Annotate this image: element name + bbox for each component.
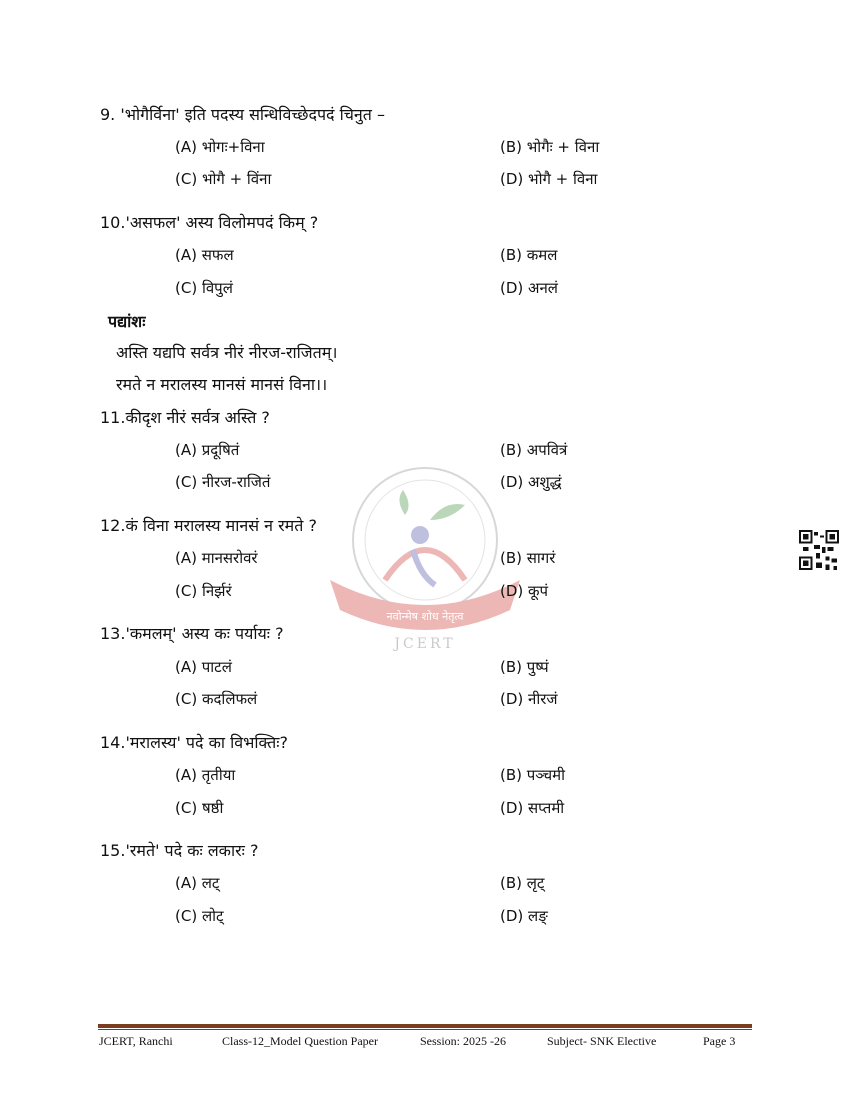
passage-verse-line-1: अस्ति यद्यपि सर्वत्र नीरं नीरज-राजितम्। [116, 343, 338, 362]
question-11-option-b: (B) अपवित्रं [500, 441, 568, 459]
question-9-option-a: (A) भोगः+विना [175, 138, 265, 156]
footer-session: Session: 2025 -26 [420, 1034, 507, 1048]
question-13-option-a: (A) पाटलं [175, 658, 232, 676]
footer-subject: Subject- SNK Elective [547, 1034, 657, 1048]
question-15-stem: 15.'रमते' पदे कः लकारः ? [100, 841, 259, 860]
question-14-stem: 14.'मरालस्य' पदे का विभक्तिः? [100, 733, 288, 752]
question-14-option-a: (A) तृतीया [175, 766, 236, 784]
question-10-option-c: (C) विपुलं [175, 279, 233, 297]
question-10-option-d: (D) अनलं [500, 279, 558, 297]
question-14-option-d: (D) सप्तमी [500, 799, 565, 817]
question-9-option-c: (C) भोगै + विंना [175, 170, 272, 188]
footer-divider [98, 1024, 752, 1028]
question-12-stem: 12.कं विना मरालस्य मानसं न रमते ? [100, 516, 317, 535]
jcert-watermark-logo [325, 460, 525, 655]
question-12-option-b: (B) सागरं [500, 549, 556, 567]
question-11-option-d: (D) अशुद्धं [500, 473, 562, 491]
question-11-stem: 11.कीदृश नीरं सर्वत्र अस्ति ? [100, 408, 270, 427]
question-15-option-b: (B) लृट् [500, 874, 545, 892]
question-13-option-d: (D) नीरजं [500, 690, 558, 708]
question-9-stem: 9. 'भोगैर्विना' इति पदस्य सन्धिविच्छेदपदं चिनुत – [100, 105, 386, 124]
footer-divider-thin [98, 1029, 752, 1030]
question-10-option-a: (A) सफल [175, 246, 234, 264]
question-11-option-c: (C) नीरज-राजितं [175, 473, 271, 491]
question-11-option-a: (A) प्रदूषितं [175, 441, 240, 459]
passage-heading: पद्यांशः [108, 312, 146, 331]
question-13-stem: 13.'कमलम्' अस्य कः पर्यायः ? [100, 624, 284, 643]
watermark-abbr: JCERT [394, 636, 456, 652]
passage-verse-line-2: रमते न मरालस्य मानसं मानसं विना।। [116, 375, 328, 394]
question-14-option-b: (B) पञ्चमी [500, 766, 565, 784]
question-10-option-b: (B) कमल [500, 246, 558, 264]
question-12-option-d: (D) कूपं [500, 582, 549, 600]
question-9-option-d: (D) भोगै + विना [500, 170, 598, 188]
watermark-motto: नवोन्मेष शोध नेतृत्व [386, 610, 464, 623]
qr-code-icon [799, 530, 839, 570]
footer-page-number: Page 3 [703, 1034, 736, 1048]
question-15-option-a: (A) लट् [175, 874, 220, 892]
question-13-option-b: (B) पुष्पं [500, 658, 549, 676]
question-15-option-c: (C) लोट् [175, 907, 224, 925]
question-12-option-a: (A) मानसरोवरं [175, 549, 258, 567]
question-14-option-c: (C) षष्ठी [175, 799, 224, 817]
footer-org: JCERT, Ranchi [99, 1034, 173, 1048]
footer-paper: Class-12_Model Question Paper [222, 1034, 378, 1048]
question-13-option-c: (C) कदलिफलं [175, 690, 258, 708]
question-10-stem: 10.'असफल' अस्य विलोमपदं किम् ? [100, 213, 319, 232]
question-9-option-b: (B) भोगैः + विना [500, 138, 600, 156]
question-15-option-d: (D) लङ् [500, 907, 548, 925]
question-12-option-c: (C) निर्झरं [175, 582, 232, 600]
